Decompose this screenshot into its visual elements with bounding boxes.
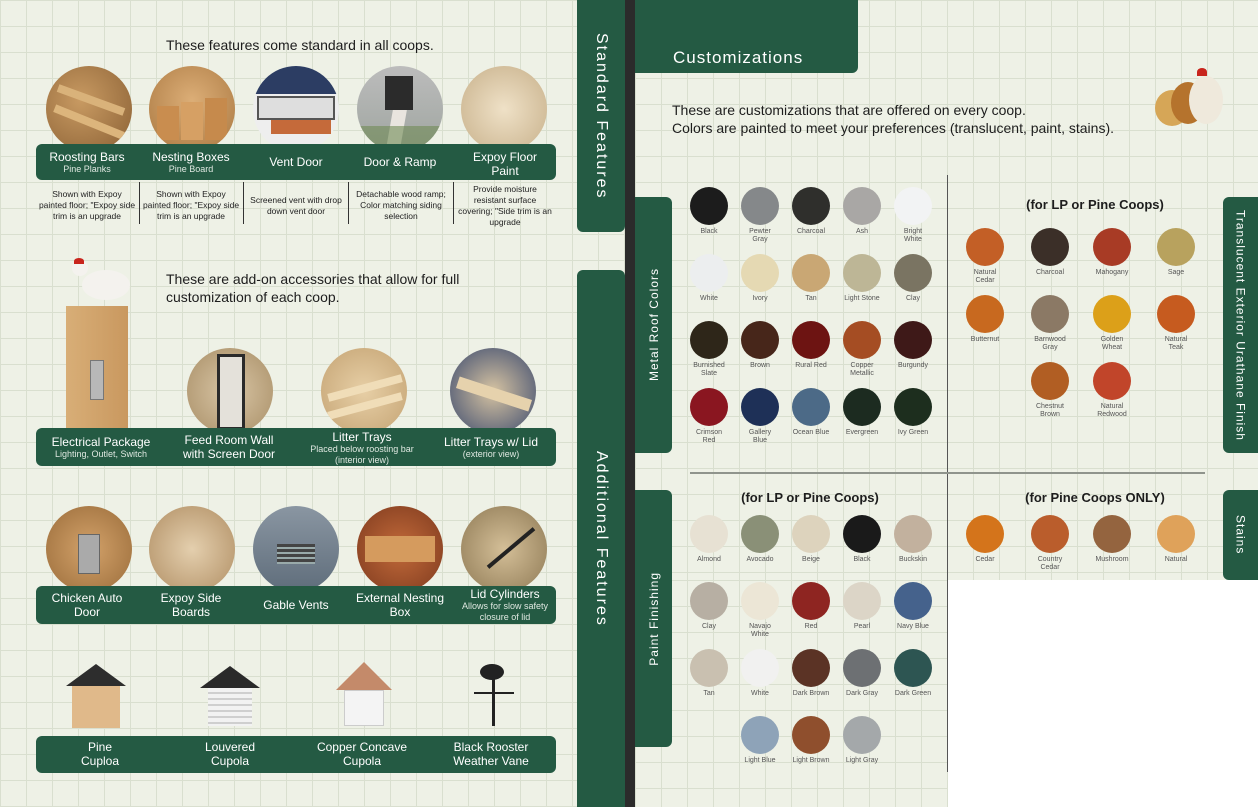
metal-swatch-ash [843, 187, 881, 236]
color-circle [1157, 515, 1195, 553]
item-subtitle: Allows for slow safety closure of lid [461, 601, 549, 622]
paint-swatch-light-brown [792, 716, 830, 765]
color-circle [741, 321, 779, 359]
metal-swatch-ivory [741, 254, 779, 303]
standard-item-expoy-floor-paint [462, 150, 548, 178]
color-label: Pearl [853, 623, 871, 630]
feed-room-wall-photo [187, 348, 273, 434]
electrical-package-photo [66, 306, 128, 430]
metal-swatch-crimson-red [690, 388, 728, 445]
addon-item-gable-vents [248, 598, 344, 612]
color-circle [741, 515, 779, 553]
color-circle [792, 187, 830, 225]
divider [453, 182, 454, 224]
color-circle [894, 254, 932, 292]
additional-features-tab [577, 270, 625, 807]
metal-swatch-charcoal [792, 187, 830, 236]
page-spine [625, 0, 635, 807]
metal-swatch-black [690, 187, 728, 236]
tab-label: Metal Roof Colors [646, 268, 661, 382]
color-circle [690, 187, 728, 225]
tab-label: Translucent Exterior Urathane Finish [1233, 209, 1248, 441]
item-title: Litter Trays [332, 430, 392, 444]
nesting-boxes-description: Shown with Expoy painted floor; "Expoy side trim is an upgrade [142, 189, 240, 221]
door-ramp-description: Detachable wood ramp; Color matching siding selection [356, 189, 446, 221]
paint-swatch-white [741, 649, 779, 698]
vent-door-photo [253, 66, 339, 152]
color-label: Bright White [903, 228, 923, 243]
color-circle [690, 649, 728, 687]
color-circle [690, 515, 728, 553]
color-label: Dark Gray [846, 690, 878, 697]
metal-swatch-burgundy [894, 321, 932, 370]
customizations-intro [672, 101, 1192, 137]
color-label: Natural [1164, 556, 1188, 563]
color-label: Ash [855, 228, 869, 235]
roosting-bars-photo [46, 66, 132, 152]
paint-swatch-tan [690, 649, 728, 698]
color-circle [1031, 295, 1069, 333]
expoy-floor-paint-description: Provide moisture resistant surface covering; "Side trim is an upgrade [458, 184, 552, 227]
customizations-title-block [635, 0, 858, 73]
tab-label: Additional Features [593, 450, 610, 627]
metal-swatch-copper-metallic [843, 321, 881, 378]
chicken-illustration [72, 258, 136, 308]
paint-swatch-navy-blue [894, 582, 932, 631]
color-label: Sage [1167, 269, 1185, 276]
item-title: Litter Trays w/ Lid [443, 435, 539, 449]
paint-swatch-light-blue [741, 716, 779, 765]
color-label: Light Stone [844, 295, 880, 302]
color-label: Light Gray [845, 757, 879, 764]
vertical-divider [947, 175, 948, 580]
color-label: Ocean Blue [792, 429, 830, 436]
chicken-auto-door-photo [46, 506, 132, 592]
standard-features-tab [577, 0, 625, 232]
color-circle [966, 295, 1004, 333]
stains-heading: (for Pine Coops ONLY) [1025, 490, 1165, 505]
addon-item-feed-room-wall [174, 433, 284, 461]
color-label: Crimson Red [695, 429, 723, 444]
tab-label: Standard Features [593, 32, 610, 200]
color-label: Cedar [975, 556, 995, 563]
color-circle [1157, 228, 1195, 266]
paint-finishing-tab [635, 490, 672, 747]
paint-swatch-dark-gray [843, 649, 881, 698]
color-circle [690, 388, 728, 426]
color-circle [894, 582, 932, 620]
addon-item-black-rooster-weather-vane [446, 740, 536, 768]
color-circle [1093, 362, 1131, 400]
page-title: Customizations [673, 48, 804, 67]
metal-swatch-rural-red [792, 321, 830, 370]
item-subtitle: (exterior view) [462, 449, 520, 459]
louvered-cupola-image [200, 666, 260, 728]
color-circle [1157, 295, 1195, 333]
color-label: Evergreen [845, 429, 879, 436]
color-label: Chestnut Brown [1035, 403, 1065, 418]
paint-swatch-beige [792, 515, 830, 564]
paint-swatch-black [843, 515, 881, 564]
color-label: White [751, 690, 769, 697]
item-subtitle: Placed below roosting bar (interior view) [310, 444, 414, 465]
color-label: Light Brown [792, 757, 830, 764]
stain-swatch-natural [1157, 515, 1195, 564]
litter-trays-photo [321, 348, 407, 434]
color-label: Gallery Blue [748, 429, 772, 444]
standard-item-door-ramp [352, 155, 448, 169]
color-circle [843, 716, 881, 754]
door-ramp-photo [357, 66, 443, 152]
addon-item-pine-cupola [50, 740, 150, 768]
gable-vents-photo [253, 506, 339, 592]
color-circle [690, 254, 728, 292]
metal-swatch-pewter-gray [741, 187, 779, 244]
vent-door-description: Screened vent with drop down vent door [250, 195, 342, 216]
color-label: Tan [805, 295, 817, 302]
color-circle [894, 187, 932, 225]
translucent-heading: (for LP or Pine Coops) [1026, 197, 1164, 212]
color-label: Clay [905, 295, 920, 302]
color-circle [843, 321, 881, 359]
color-label: Beige [802, 556, 820, 563]
translucent-swatch-natural-teak [1157, 295, 1195, 352]
translucent-swatch-sage [1157, 228, 1195, 277]
color-label: Red [804, 623, 818, 630]
item-subtitle: Pine Planks [63, 164, 111, 174]
color-circle [843, 254, 881, 292]
translucent-swatch-chestnut-brown [1031, 362, 1069, 419]
color-label: Golden Wheat [1100, 336, 1124, 351]
litter-trays-lid-photo [450, 348, 536, 434]
stains-tab [1223, 490, 1258, 580]
stain-swatch-mushroom [1093, 515, 1131, 564]
horizontal-divider [690, 472, 1205, 474]
color-label: Dark Green [894, 690, 932, 697]
external-nesting-box-photo [357, 506, 443, 592]
metal-swatch-brown [741, 321, 779, 370]
intro-line: Colors are painted to meet your preferences (translucent, paint, stains). [672, 120, 1114, 136]
stain-swatch-cedar [966, 515, 1004, 564]
addon-item-lid-cylinders [456, 587, 554, 623]
color-circle [843, 187, 881, 225]
color-circle [1031, 362, 1069, 400]
addon-item-electrical-package [46, 435, 156, 460]
item-title: Chicken Auto Door [51, 591, 123, 619]
color-circle [843, 388, 881, 426]
pine-cupola-image [66, 664, 126, 728]
tab-label: Stains [1233, 515, 1248, 555]
color-circle [843, 582, 881, 620]
color-circle [792, 515, 830, 553]
vertical-divider [947, 580, 948, 772]
color-label: Navy Blue [897, 623, 929, 630]
color-label: Dark Brown [792, 690, 830, 697]
item-title: Copper Concave Cupola [316, 740, 408, 768]
copper-concave-cupola-image [336, 662, 392, 728]
metal-swatch-light-stone [843, 254, 881, 303]
paint-swatch-red [792, 582, 830, 631]
color-circle [741, 187, 779, 225]
translucent-swatch-butternut [966, 295, 1004, 344]
standard-item-nesting-boxes [143, 150, 239, 175]
color-circle [792, 716, 830, 754]
color-circle [792, 388, 830, 426]
color-circle [1031, 228, 1069, 266]
color-circle [843, 649, 881, 687]
metal-roof-colors-tab [635, 197, 672, 453]
color-circle [690, 321, 728, 359]
addon-item-external-nesting-box [352, 591, 448, 619]
metal-swatch-bright-white [894, 187, 932, 244]
metal-swatch-clay [894, 254, 932, 303]
item-subtitle: Lighting, Outlet, Switch [54, 449, 148, 459]
customizations-panel [635, 0, 1258, 580]
rooster-weather-vane-image [468, 660, 520, 728]
item-title: Pine Cuploa [80, 740, 120, 768]
paint-swatch-dark-green [894, 649, 932, 698]
color-circle [792, 649, 830, 687]
nesting-boxes-photo [149, 66, 235, 152]
color-circle [1093, 295, 1131, 333]
item-subtitle: Pine Board [168, 164, 214, 174]
color-label: Burgundy [898, 362, 928, 369]
color-label: Charcoal [1035, 269, 1064, 276]
divider [348, 182, 349, 224]
intro-line: These are customizations that are offered on every coop. [672, 102, 1026, 118]
color-circle [741, 582, 779, 620]
paint-finishing-lower-panel [635, 580, 948, 807]
standard-item-roosting-bars [40, 150, 134, 175]
color-label: Buckskin [898, 556, 927, 563]
color-label: Pewter Gray [749, 228, 771, 243]
item-title: Gable Vents [263, 598, 329, 612]
translucent-swatch-natural-redwood [1093, 362, 1131, 419]
paint-swatch-pearl [843, 582, 881, 631]
item-title: Nesting Boxes [152, 150, 230, 164]
paint-swatch-clay [690, 582, 728, 631]
color-circle [741, 254, 779, 292]
translucent-swatch-mahogany [1093, 228, 1131, 277]
color-label: Brown [750, 362, 770, 369]
item-title: Expoy Side Boards [160, 591, 222, 619]
color-label: Avocado [746, 556, 774, 563]
color-label: Ivy Green [897, 429, 929, 436]
color-label: Clay [701, 623, 716, 630]
metal-swatch-ivy-green [894, 388, 932, 437]
standard-features-heading: These features come standard in all coops. [166, 37, 434, 53]
tab-label: Paint Finishing [646, 571, 661, 666]
item-title: Expoy Floor Paint [472, 150, 538, 178]
stain-swatch-country-cedar [1031, 515, 1069, 572]
lid-cylinders-photo [461, 506, 547, 592]
standard-item-vent-door [248, 155, 344, 169]
color-label: Charcoal [796, 228, 825, 235]
color-label: Natural Redwood [1097, 403, 1127, 418]
item-title: Electrical Package [51, 435, 151, 449]
color-label: Almond [697, 556, 721, 563]
color-label: Rural Red [795, 362, 827, 369]
color-circle [894, 649, 932, 687]
addon-item-chicken-auto-door [40, 591, 134, 619]
paint-swatch-dark-brown [792, 649, 830, 698]
paint-swatch-buckskin [894, 515, 932, 564]
paint-swatch-avocado [741, 515, 779, 564]
metal-swatch-tan [792, 254, 830, 303]
color-circle [894, 515, 932, 553]
metal-swatch-white [690, 254, 728, 303]
item-title: Vent Door [269, 155, 323, 169]
paint-swatch-navajo-white [741, 582, 779, 639]
color-circle [966, 228, 1004, 266]
standard-additional-features-panel [0, 0, 625, 807]
addon-item-expoy-side-boards [144, 591, 238, 619]
color-circle [843, 515, 881, 553]
addon-heading: These are add-on accessories that allow for full customization of each coop. [166, 271, 460, 305]
item-title: Louvered Cupola [204, 740, 256, 768]
item-title: Roosting Bars [49, 150, 125, 164]
expoy-side-boards-photo [149, 506, 235, 592]
roosting-bars-description: Shown with Expoy painted floor; "Expoy side trim is an upgrade [38, 189, 136, 221]
addon-item-litter-trays-lid [436, 435, 546, 460]
item-title: Feed Room Wall with Screen Door [182, 433, 276, 461]
color-circle [792, 321, 830, 359]
item-title: Door & Ramp [363, 155, 437, 169]
divider [139, 182, 140, 224]
translucent-swatch-barnwood-gray [1031, 295, 1069, 352]
color-circle [690, 582, 728, 620]
color-label: Mushroom [1095, 556, 1129, 563]
translucent-swatch-natural-cedar [966, 228, 1004, 285]
translucent-finish-tab [1223, 197, 1258, 453]
color-circle [966, 515, 1004, 553]
translucent-swatch-charcoal [1031, 228, 1069, 277]
addon-item-copper-concave-cupola [310, 740, 414, 768]
color-circle [741, 649, 779, 687]
color-circle [741, 716, 779, 754]
addon-item-litter-trays [306, 430, 418, 466]
metal-swatch-burnished-slate [690, 321, 728, 378]
color-label: Copper Metallic [850, 362, 874, 377]
color-label: Ivory [752, 295, 768, 302]
color-label: Navajo White [749, 623, 771, 638]
color-circle [894, 321, 932, 359]
color-circle [894, 388, 932, 426]
color-label: Light Blue [744, 757, 776, 764]
color-label: Barnwood Gray [1034, 336, 1066, 351]
paint-swatch-light-gray [843, 716, 881, 765]
color-label: Tan [703, 690, 715, 697]
color-circle [741, 388, 779, 426]
paint-heading: (for LP or Pine Coops) [741, 490, 879, 505]
color-circle [1093, 515, 1131, 553]
color-circle [792, 582, 830, 620]
color-circle [1031, 515, 1069, 553]
expoy-floor-paint-photo [461, 66, 547, 152]
color-label: Mahogany [1095, 269, 1129, 276]
addon-item-louvered-cupola [180, 740, 280, 768]
item-title: External Nesting Box [355, 591, 445, 619]
color-label: Burnished Slate [693, 362, 725, 377]
color-label: White [700, 295, 718, 302]
item-title: Black Rooster Weather Vane [453, 740, 529, 768]
metal-swatch-evergreen [843, 388, 881, 437]
paint-swatch-almond [690, 515, 728, 564]
color-label: Country Cedar [1037, 556, 1063, 571]
translucent-swatch-golden-wheat [1093, 295, 1131, 352]
metal-swatch-ocean-blue [792, 388, 830, 437]
color-label: Natural Teak [1164, 336, 1188, 351]
chickens-illustration [1151, 68, 1225, 140]
color-label: Black [700, 228, 718, 235]
metal-swatch-gallery-blue [741, 388, 779, 445]
color-label: Butternut [970, 336, 1000, 343]
item-title: Lid Cylinders [470, 587, 540, 601]
color-circle [792, 254, 830, 292]
color-label: Natural Cedar [973, 269, 997, 284]
color-circle [1093, 228, 1131, 266]
divider [243, 182, 244, 224]
color-label: Black [853, 556, 871, 563]
